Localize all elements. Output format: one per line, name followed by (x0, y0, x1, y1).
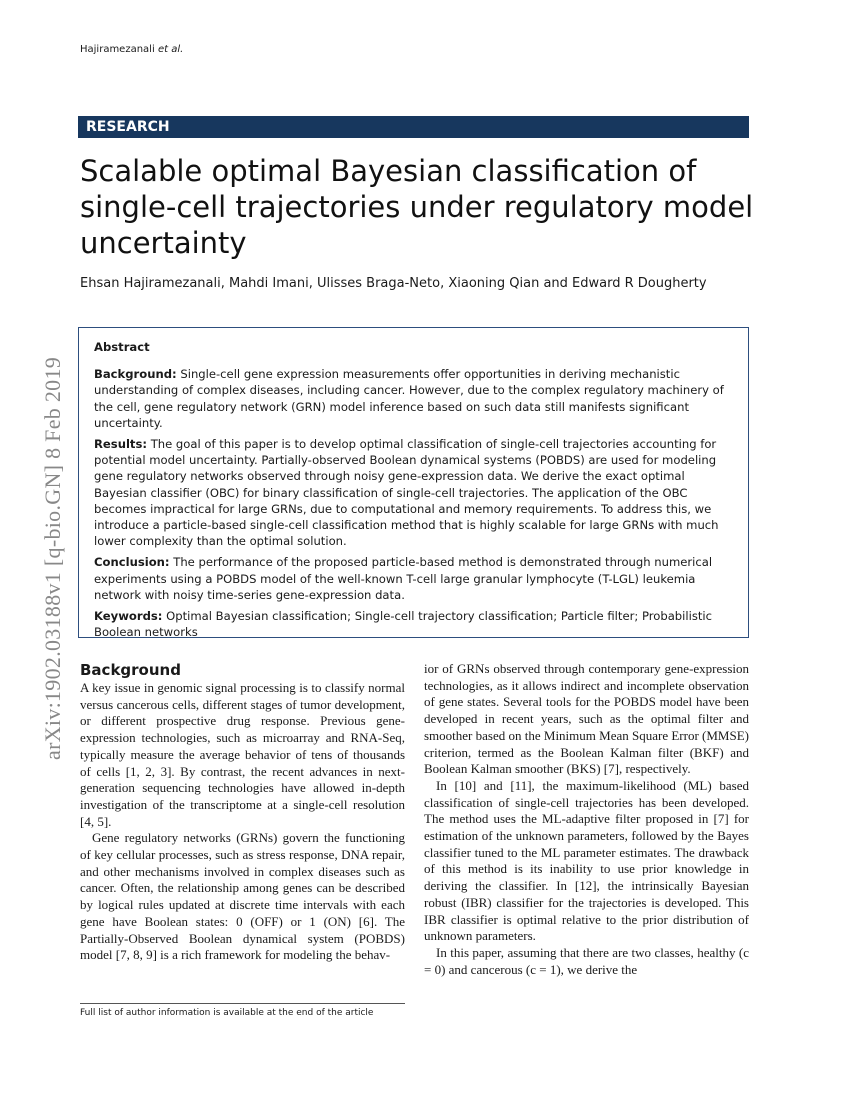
header-et-al: et al. (157, 44, 184, 55)
abstract-results-label: Results: (94, 437, 147, 452)
abstract-results (94, 436, 733, 549)
abstract-heading: Abstract (94, 340, 150, 354)
paper-title: Scalable optimal Bayesian classification of single-cell trajectories under regulatory model uncertainty (80, 154, 754, 260)
abstract-conclusion (94, 554, 733, 603)
body-column-right (424, 661, 749, 978)
paragraph: ior of GRNs observed through contemporary gene-expression technologies, as it allows indirect and incomplete observation of gene states. Several tools for the POBDS model have been developed in recent years, such as the optimal filter and smoother based on the Minimum Mean Square Error (MMSE) criterion, termed as the Boolean Kalman filter (BKF) and Boolean Kalman smoother (BKS) [7], respectively. (424, 661, 749, 777)
abstract-keywords (94, 608, 733, 640)
abstract-keywords-label: Keywords: (94, 609, 163, 624)
footnote: Full list of author information is available at the end of the article (80, 1008, 374, 1018)
section-heading-background: Background (80, 661, 181, 679)
running-header (80, 44, 183, 55)
abstract-results-text: The goal of this paper is to develop optimal classification of single-cell trajectories accounting for potential model uncertainty. Partially-observed Boolean dynamical systems (POBDS) are used for modeling gene regulatory networks observed through noisy gene-expression data. We derive the exact optimal Bayesian classifier (OBC) for binary classification of single-cell trajectories. The application of the OBC becomes impractical for large GRNs, due to computational and memory requirements. To address this, we introduce a particle-based single-cell classification method that is highly scalable for large GRNs with much lower complexity than the optimal solution. (94, 437, 719, 549)
footnote-divider (80, 1003, 405, 1004)
abstract-background-text: Single-cell gene expression measurements offer opportunities in deriving mechanistic understanding of complex diseases, including cancer. However, due to the complex regulatory machinery of the cell, gene regulatory network (GRN) model inference based on such data still manifests significant uncertainty. (94, 367, 724, 430)
section-label-bar (78, 116, 749, 138)
abstract-background (94, 366, 733, 431)
paragraph: Gene regulatory networks (GRNs) govern the functioning of key cellular processes, such as stress response, DNA repair, and other mechanisms involved in complex diseases such as cancer. Often, the relationship among genes can be described by logical rules updated at discrete time intervals with each gene have Boolean states: 0 (OFF) or 1 (ON) [6]. The Partially-Observed Boolean dynamical system (POBDS) model [7, 8, 9] is a rich framework for modeling the behav- (80, 830, 405, 963)
paragraph: In this paper, assuming that there are two classes, healthy (c = 0) and cancerous (c = 1), we derive the (424, 944, 749, 977)
abstract-conclusion-label: Conclusion: (94, 555, 170, 570)
abstract-box (78, 327, 749, 638)
header-author: Hajiramezanali (80, 44, 155, 55)
abstract-conclusion-text: The performance of the proposed particle-based method is demonstrated through numerical experiments using a POBDS model of the well-known T-cell large granular lymphocyte (T-LGL) leukemia network with noisy time-series gene-expression data. (94, 555, 713, 602)
abstract-keywords-text: Optimal Bayesian classification; Single-cell trajectory classification; Particle filter; Probabilistic Boolean networks (94, 609, 712, 640)
paragraph: A key issue in genomic signal processing is to classify normal versus cancerous cells, different stages of tumor development, or different prospective drug response. Previous gene-expression technologies, such as microarray and RNA-Seq, typically measure the average behavior of tens of thousands of cells [1, 2, 3]. By contrast, the recent advances in next-generation sequencing technologies have allowed in-depth investigation of the transcriptome at a single-cell resolution [4, 5]. (80, 680, 405, 829)
section-label: RESEARCH (86, 119, 170, 135)
abstract-background-label: Background: (94, 367, 177, 382)
body-column-left (80, 661, 405, 964)
author-list: Ehsan Hajiramezanali, Mahdi Imani, Ulisses Braga-Neto, Xiaoning Qian and Edward R Dougherty (80, 276, 707, 291)
arxiv-stamp[interactable]: arXiv:1902.03188v1 [q-bio.GN] 8 Feb 2019 (40, 356, 65, 760)
paragraph: In [10] and [11], the maximum-likelihood (ML) based classification of single-cell trajectories has been developed. The method uses the ML-adaptive filter proposed in [7] for estimation of the unknown parameters, followed by the Bayes classifier tuned to the ML parameter estimates. The drawback of this method is its inability to use prior knowledge in deriving the classifier. In [12], the intrinsically Bayesian robust (IBR) classifier for the trajectories is developed. This IBR classifier is optimal relative to the prior distribution of unknown parameters. (424, 777, 749, 944)
